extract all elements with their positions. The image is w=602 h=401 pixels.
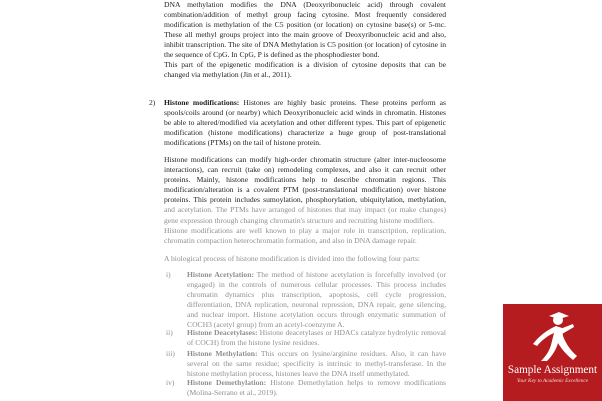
paragraph-four-parts: A biological process of histone modification is divided into the following four parts: [164,254,421,263]
heading-histone-modifications: Histone modifications: [164,98,240,107]
sub-item-demethylation [187,378,446,398]
sample-assignment-logo[interactable] [503,304,602,401]
sub-item-text: This occurs on lysine/arginine residues. Also, it can have several on the same residue; specificity is intrinsic to methyl-transferase. In the histone methylation process, histones leave the DNA itself unmethylated. [187,349,446,379]
paragraph-epigenetic-division: This part of the epigenetic modification is a division of cytosine deposits that can be changed via methylation (Jin et al., 2011). [164,60,446,80]
sub-item-text: Histone deacetylases or HDACs catalyze hydrolytic removal of COCH) from the histone lysine residues. [187,328,446,348]
paragraph-histone-modifications [164,98,446,148]
sub-item-methylation [187,349,446,379]
sub-item-number: iii) [166,349,175,358]
chromatin-text-light: and acetylation. The PTMs have arranged of histones that may impact (or make changes) gene expression through changing chromatin's structure and recruiting histone modifiers. [164,205,446,225]
list-number-2: 2) [149,98,156,107]
paragraph-chromatin-structure [164,155,446,226]
sub-item-number: ii) [166,328,173,337]
paragraph-major-role: Histone modifications are well known to play a major role in transcription, replication, chromatin compaction heterochromatin formation, and also in DNA damage repair. [164,226,446,246]
sub-item-heading: Histone Deacetylases: [187,328,258,337]
sub-item-heading: Histone Acetylation: [187,270,254,279]
logo-tagline: Your Key to Academic Excellence [516,378,589,384]
sub-item-text: The method of histone acetylation is forcefully involved (or engaged) in the controls of numerous cellular processes. This process includes chromatin dynamics plus transcription, apoptosis, cell cycle progression, differentiation, DNA replication, neuronal repression, DNA repair, gene silencing, and nuclear import. Histone acetylation occurs through enzymatic summation of COCH3 (acetyl group) from an acetyl-coenzyme A. [187,270,446,330]
sub-item-deacetylases [187,328,446,348]
logo-title: Sample Assignment [507,364,598,376]
sub-item-number: i) [166,270,171,279]
sub-item-number: iv) [166,378,175,387]
sub-item-acetylation [187,270,446,331]
histone-modifications-text: Histones are highly basic proteins. These proteins perform as spools/coils around (or nearby) which Deoxyribonucleic acid winds in chromatin. Histones be able to altered/modified via acetylation and other different types. This part of epigenetic modification (histone modifications) characterize a huge group of post-translational modifications (PTMs) on the tail of histone protein. [164,98,446,148]
chromatin-text-dark: Histone modifications can modify high-order chromatin structure (alter inter-nucleosome interactions), can recruit (take on) remodeling complexes, and also it can recruit other proteins. Mainly, histone modifications help to describe chromatin regions. This modification/alteration is a covalent PTM (post-translational modification) over histone proteins. This protein includes sumoylation, phosphorylation, ubiquitylation, methylation, [164,155,446,205]
sub-item-heading: Histone Demethylation: [187,378,267,387]
graduate-figure-icon [529,310,577,362]
sub-item-heading: Histone Methylation: [187,349,258,358]
sub-item-text: Histone Demethylation helps to remove modifications (Molina-Serrano et al., 2019). [187,378,446,398]
paragraph-dna-methylation: DNA methylation modifies the DNA (Deoxyribonucleic acid) through covalent combination/addition of methyl group facing cytosine. Most frequently considered modification is methylation of the C5 position (or location) on cytosine base(s) or 5-mc. These all methyl groups project into the main groove of Deoxyribonucleic acid and also, inhibit transcription. The site of DNA Methylation is C5 position (or location) of cytosine in the sequence of CpG. In CpG, P is defined as the phosphodiester bond. [164,0,446,60]
